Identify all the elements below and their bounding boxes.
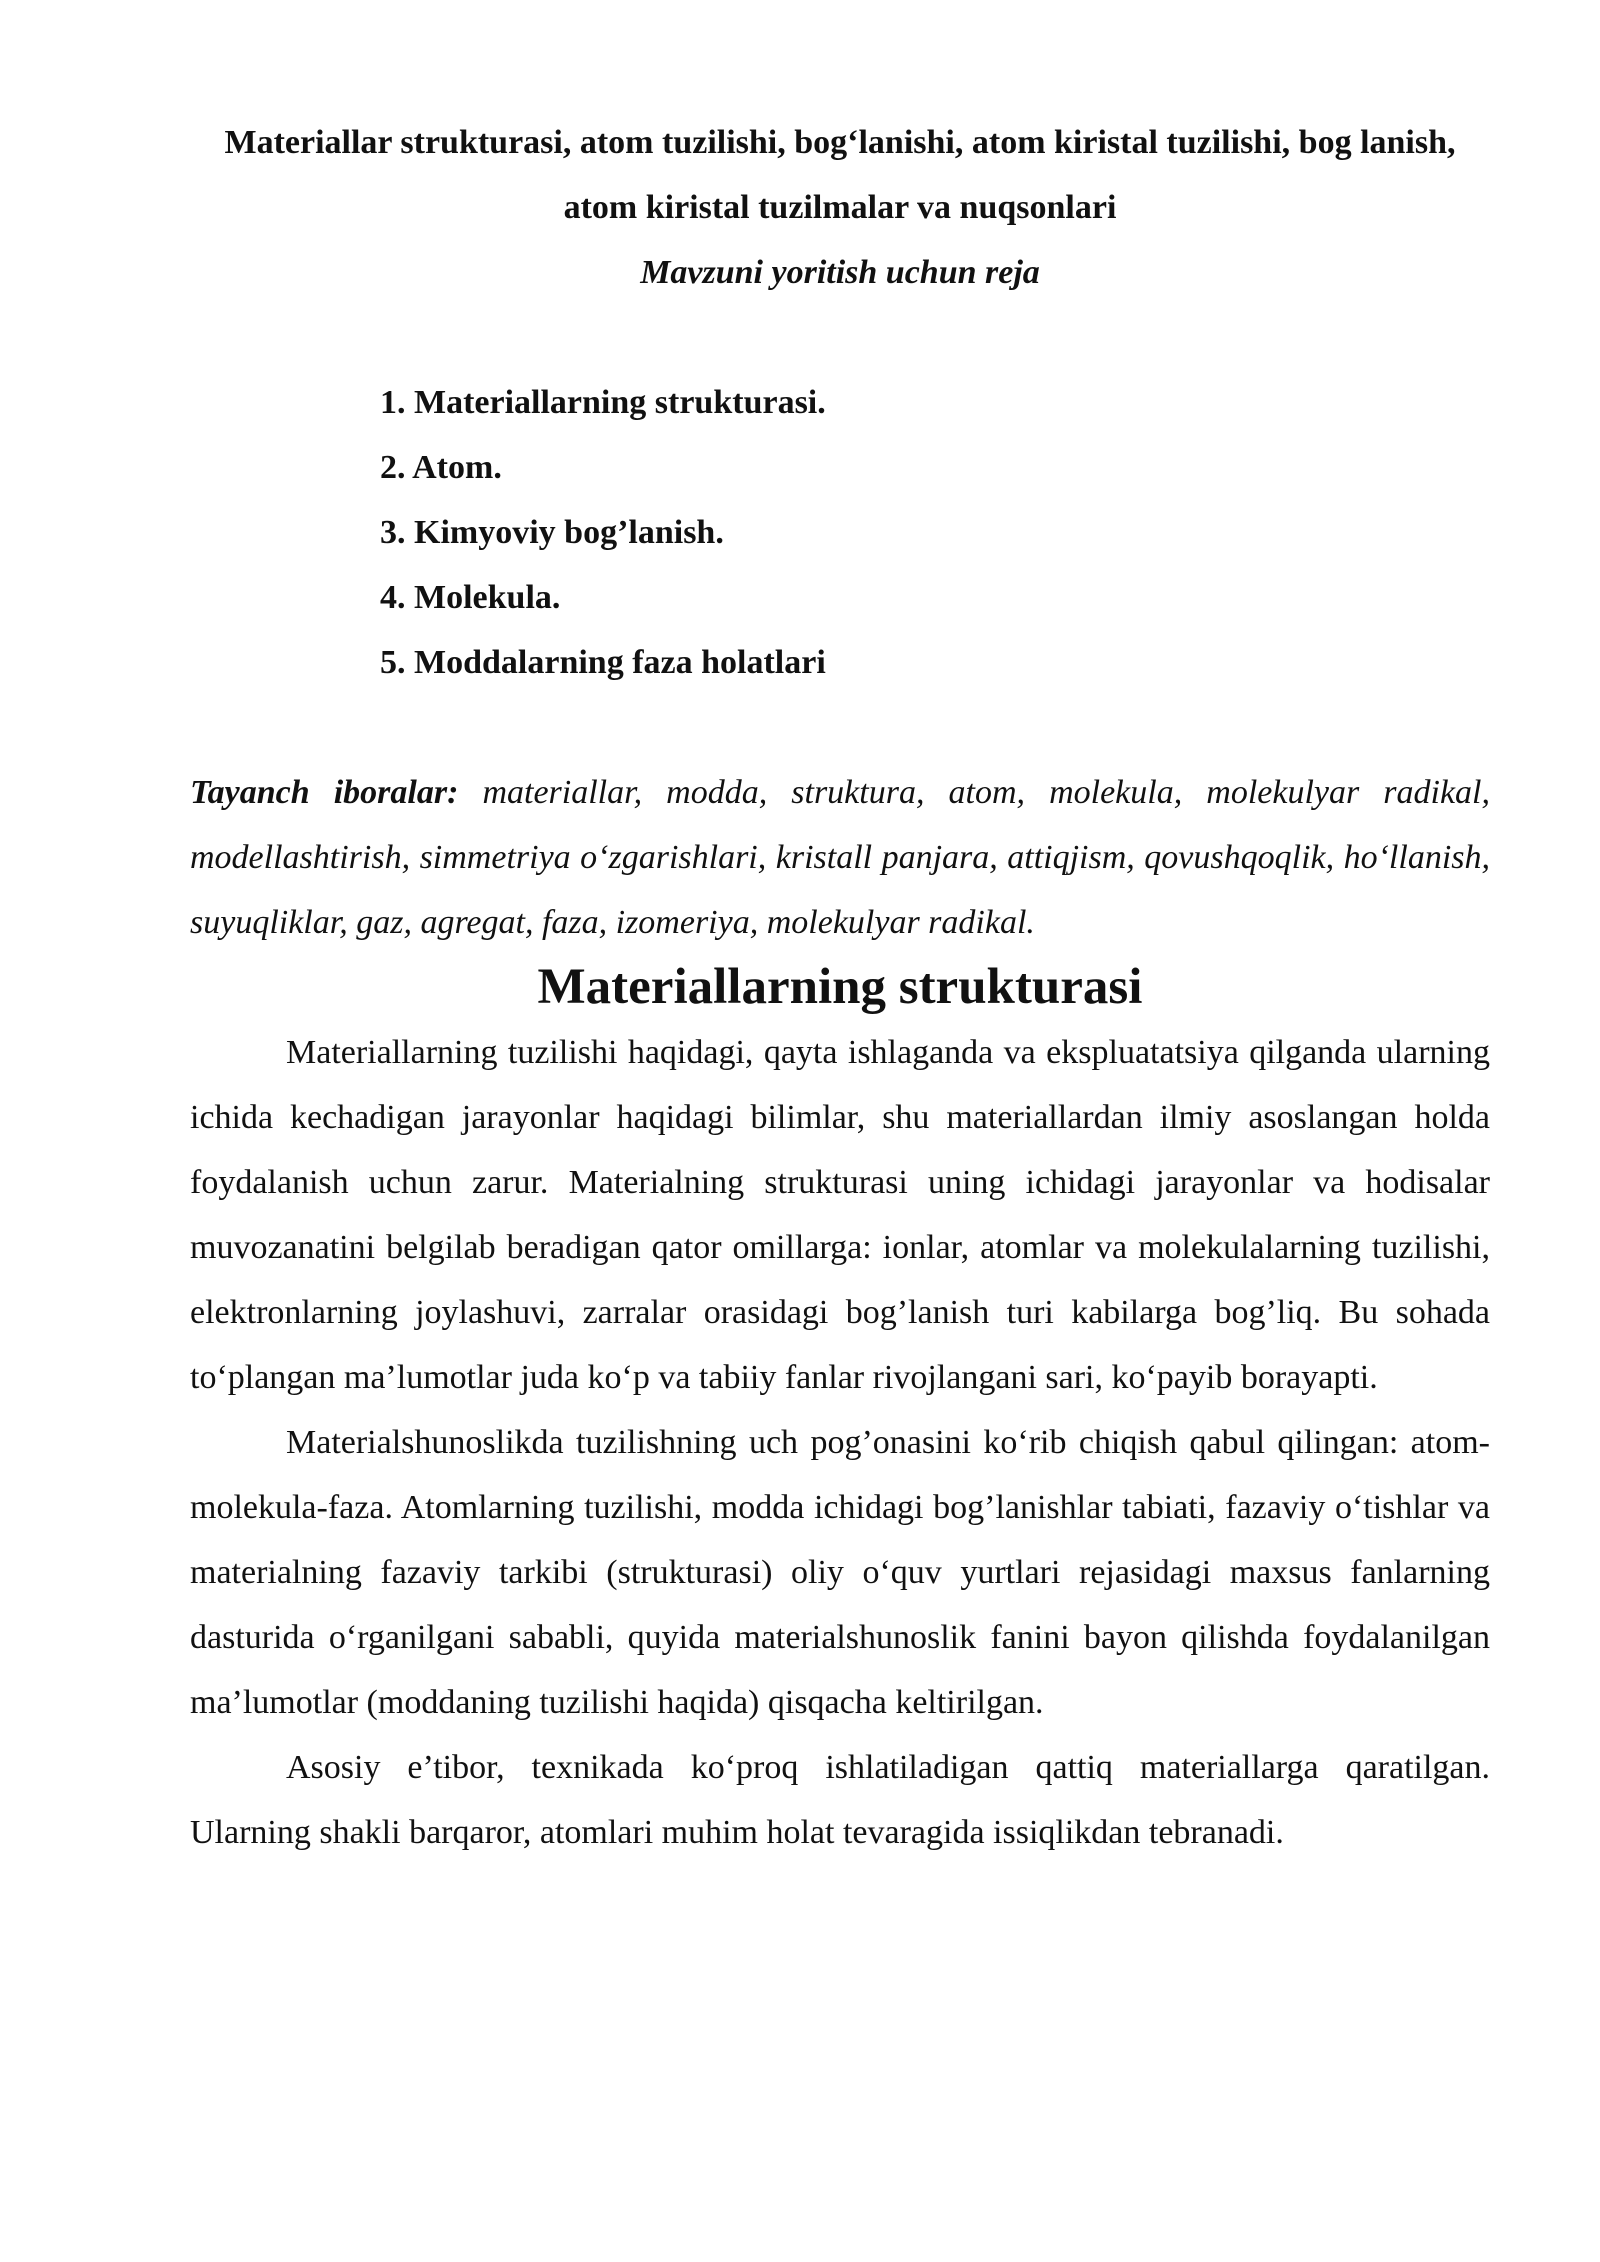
body-paragraph: Materiallarning tuzilishi haqidagi, qayta ishlaganda va ekspluatatsiya qilganda ularning ichida kechadigan jarayonlar haqidagi bilimlar, shu materiallardan ilmiy asoslangan holda foydalanish uchun zarur. Materialning strukturasi uning ichidagi jarayonlar va hodisalar muvozanatini belgilab beradigan qator omillarga: ionlar, atomlar va molekulalarning tuzilishi, elektronlarning joylashuvi, zarralar orasidagi bog’lanish turi kabilarga bog’liq. Bu sohada to‘plangan ma’lumotlar juda ko‘p va tabiiy fanlar rivojlangani sari, ko‘payib borayapti. — [190, 1034, 1490, 1396]
plan-item: 2. Atom. — [380, 449, 502, 486]
section-title: Materiallarning strukturasi — [537, 959, 1143, 1015]
plan-item: 4. Molekula. — [380, 579, 561, 616]
plan-item: 3. Kimyoviy bog’lanish. — [380, 514, 724, 551]
document-page — [190, 110, 1490, 1865]
document-title: Materiallar strukturasi, atom tuzilishi, bog‘lanishi, atom kiristal tuzilishi, bog lanish, atom kiristal tuzilmalar va nuqsonlari — [224, 124, 1456, 226]
plan-title: Mavzuni yoritish uchun reja — [640, 254, 1040, 291]
plan-item: 5. Moddalarning faza holatlari — [380, 644, 826, 681]
keywords-label: Tayanch iboralar: — [190, 774, 459, 811]
body-paragraph: Asosiy e’tibor, texnikada ko‘proq ishlatiladigan qattiq materiallarga qaratilgan. Ularning shakli barqaror, atomlari muhim holat tevaragida issiqlikdan tebranadi. — [190, 1749, 1490, 1851]
keywords-text: materiallar, modda, struktura, atom, molekula, molekulyar radikal, modellashtirish, simmetriya o‘zgarishlari, kristall panjara, attiqjism, qovushqoqlik, ho‘llanish, suyuqliklar, gaz, agregat, faza, izomeriya, molekulyar radikal. — [190, 774, 1490, 941]
plan-item: 1. Materiallarning strukturasi. — [380, 384, 826, 421]
body-paragraph: Materialshunoslikda tuzilishning uch pog’onasini ko‘rib chiqish qabul qilingan: atom-molekula-faza. Atomlarning tuzilishi, modda ichidagi bog’lanishlar tabiati, fazaviy o‘tishlar va materialning fazaviy tarkibi (strukturasi) oliy o‘quv yurtlari rejasidagi maxsus fanlarning dasturida o‘rganilgani sababli, quyida materialshunoslik fanini bayon qilishda foydalanilgan ma’lumotlar (moddaning tuzilishi haqida) qisqacha keltirilgan. — [190, 1424, 1490, 1721]
keywords-paragraph — [190, 760, 1490, 955]
plan-list — [190, 370, 1490, 695]
